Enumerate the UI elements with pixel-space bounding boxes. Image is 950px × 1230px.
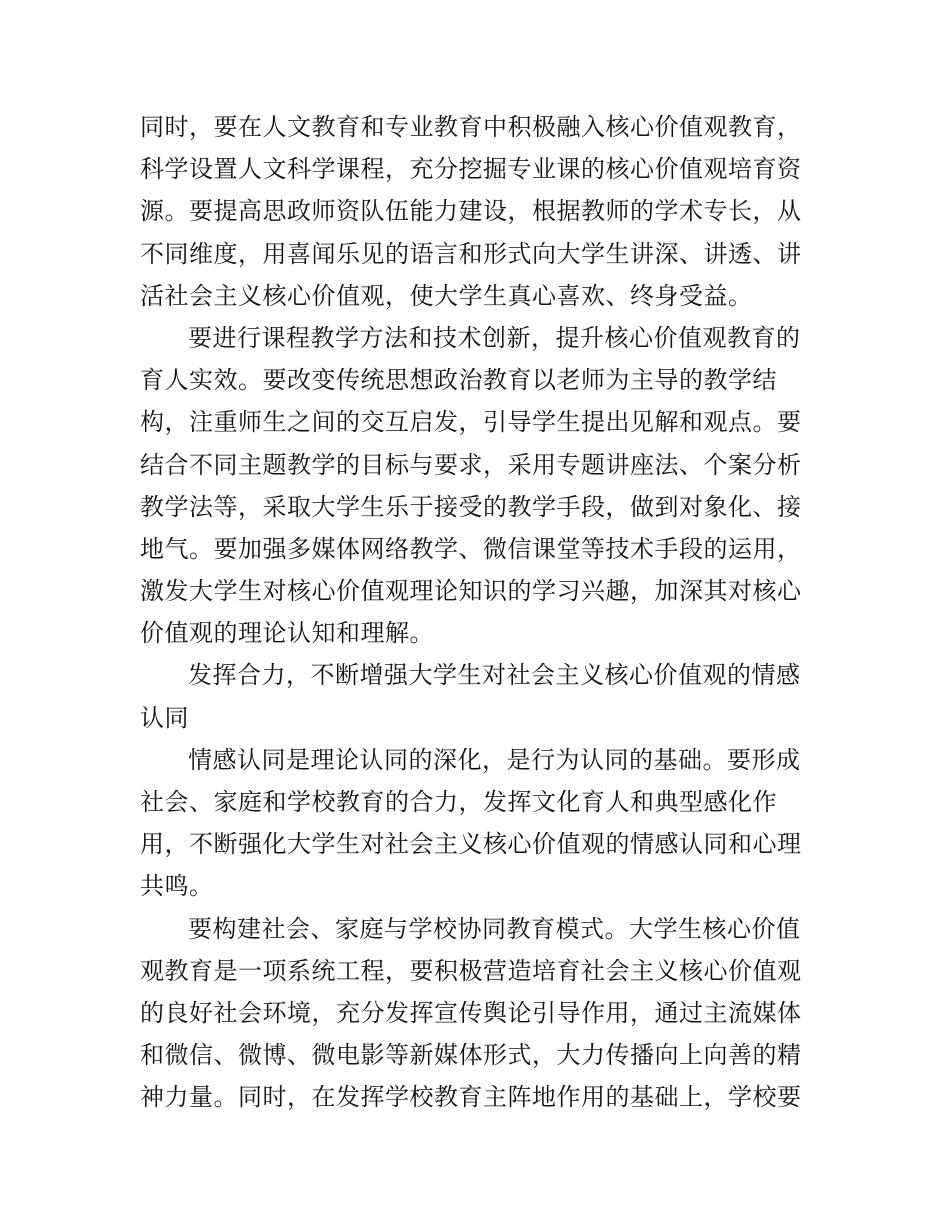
text-line: 同时，要在人文教育和专业教育中积极融入核心价值观教育， bbox=[140, 113, 802, 141]
text-line: 认同 bbox=[140, 703, 189, 732]
text-line: 地气。要加强多媒体网络教学、微信课堂等技术手段的运用， bbox=[140, 534, 802, 563]
text-line: 共鸣。 bbox=[140, 872, 214, 901]
text-line: 要构建社会、家庭与学校协同教育模式。大学生核心价值 bbox=[188, 914, 801, 943]
text-line: 科学设置人文科学课程，充分挖掘专业课的核心价值观培育资 bbox=[140, 155, 802, 184]
text-line: 源。要提高思政师资队伍能力建设，根据教师的学术专长，从 bbox=[140, 197, 802, 226]
text-line: 用，不断强化大学生对社会主义核心价值观的情感认同和心理 bbox=[140, 830, 802, 859]
text-line: 社会、家庭和学校教育的合力，发挥文化育人和典型感化作 bbox=[140, 788, 777, 816]
text-line: 构，注重师生之间的交互启发，引导学生提出见解和观点。要 bbox=[140, 408, 802, 437]
text-line: 活社会主义核心价值观，使大学生真心喜欢、终身受益。 bbox=[140, 281, 753, 310]
text-line: 情感认同是理论认同的深化，是行为认同的基础。要形成 bbox=[188, 745, 801, 774]
text-line: 神力量。同时，在发挥学校教育主阵地作用的基础上，学校要 bbox=[140, 1083, 802, 1112]
text-line: 要进行课程教学方法和技术创新，提升核心价值观教育的 bbox=[188, 323, 801, 352]
text-line: 结合不同主题教学的目标与要求，采用专题讲座法、个案分析 bbox=[140, 450, 802, 479]
text-line: 的良好社会环境，充分发挥宣传舆论引导作用，通过主流媒体 bbox=[140, 998, 802, 1027]
text-line: 价值观的理论认知和理解。 bbox=[140, 619, 434, 648]
text-line: 激发大学生对核心价值观理论知识的学习兴趣，加深其对核心 bbox=[140, 577, 802, 606]
text-line: 发挥合力，不断增强大学生对社会主义核心价值观的情感 bbox=[188, 661, 801, 690]
text-line: 教学法等，采取大学生乐于接受的教学手段，做到对象化、接 bbox=[140, 492, 802, 521]
text-line: 育人实效。要改变传统思想政治教育以老师为主导的教学结 bbox=[140, 366, 777, 395]
document-body bbox=[140, 106, 815, 1119]
text-line: 不同维度，用喜闻乐见的语言和形式向大学生讲深、讲透、讲 bbox=[140, 239, 802, 268]
text-line: 观教育是一项系统工程，要积极营造培育社会主义核心价值观 bbox=[140, 956, 802, 985]
text-line: 和微信、微博、微电影等新媒体形式，大力传播向上向善的精 bbox=[140, 1041, 802, 1070]
